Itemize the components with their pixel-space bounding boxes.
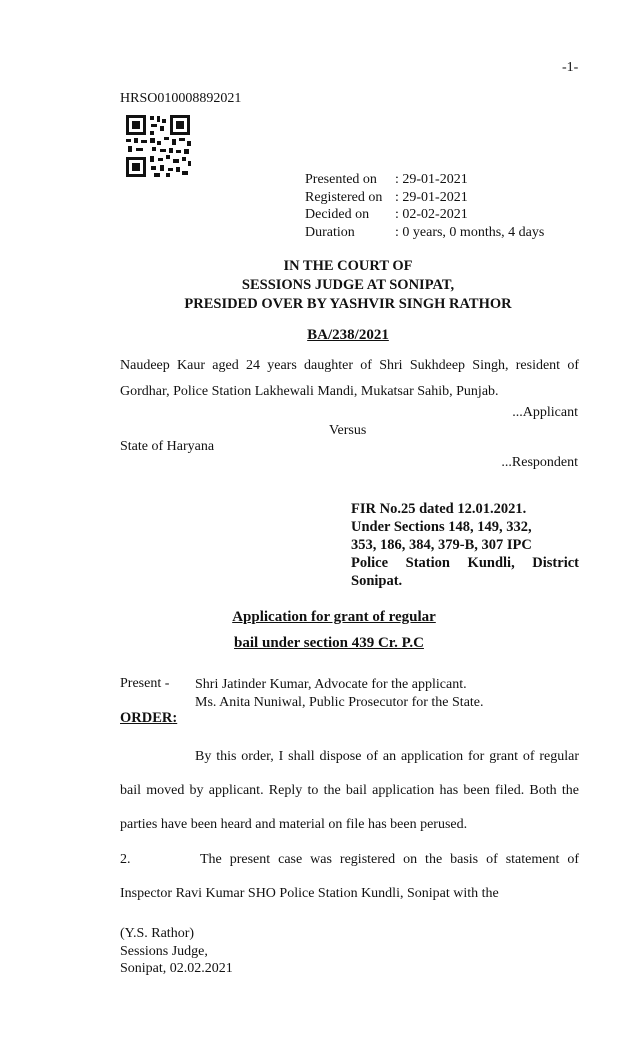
court-line: IN THE COURT OF — [283, 258, 413, 274]
case-dates-block — [305, 171, 544, 241]
fir-line: 353, 186, 384, 379-B, 307 IPC — [351, 537, 532, 553]
fir-line: Police Station Kundli, District — [351, 555, 579, 571]
date-value: : 29-01-2021 — [395, 189, 468, 205]
signature-line: Sessions Judge, — [120, 943, 208, 959]
qr-code — [124, 113, 194, 179]
present-line: Ms. Anita Nuniwal, Public Prosecutor for the State. — [195, 694, 484, 710]
applicant-description: Naudeep Kaur aged 24 years daughter of Shri Sukhdeep Singh, resident of Gordhar, Police Station Lakhewali Mandi, Mukatsar Sahib, Punjab. — [120, 358, 579, 399]
date-label: Presented on — [305, 172, 377, 187]
duration-row — [305, 224, 544, 242]
case-number: BA/238/2021 — [307, 327, 389, 343]
applicant-tag: ...Applicant — [512, 405, 578, 420]
order-heading-colon: : — [172, 710, 178, 726]
decided-on-row — [305, 206, 544, 224]
court-line: PRESIDED OVER BY YASHVIR SINGH RATHOR — [184, 296, 512, 312]
versus-label: Versus — [329, 423, 367, 438]
date-label: Duration — [305, 224, 355, 240]
order-paragraph-1 — [120, 740, 579, 842]
registered-on-row — [305, 189, 544, 207]
fir-line: Under Sections 148, 149, 332, — [351, 519, 532, 535]
present-line: Shri Jatinder Kumar, Advocate for the applicant. — [195, 677, 467, 692]
date-value: : 29-01-2021 — [395, 172, 468, 187]
order-heading — [120, 710, 177, 727]
court-line: SESSIONS JUDGE AT SONIPAT, — [241, 277, 455, 293]
presented-on-row — [305, 171, 544, 189]
respondent-tag: ...Respondent — [501, 455, 578, 470]
order-paragraph-2 — [120, 843, 579, 911]
case-code: HRSO010008892021 — [120, 91, 242, 106]
qr-code-graphic — [124, 113, 194, 179]
fir-line: FIR No.25 dated 12.01.2021. — [351, 501, 527, 517]
court-heading — [0, 257, 638, 314]
fir-line: Sonipat. — [351, 573, 403, 589]
order-heading-text: ORDER — [120, 710, 173, 726]
application-line: bail under section 439 Cr. P.C — [234, 635, 424, 651]
present-list — [195, 676, 484, 711]
date-label: Decided on — [305, 207, 370, 222]
date-value: : 0 years, 0 months, 4 days — [395, 224, 545, 240]
signature-line: Sonipat, 02.02.2021 — [120, 961, 233, 976]
application-title — [0, 604, 638, 656]
respondent-name: State of Haryana — [120, 439, 215, 454]
paragraph-text: By this order, I shall dispose of an application for grant of regular bail moved by applicant. Reply to the bail application has been filed. Both the parties have been heard and material on file has been perused. — [120, 749, 579, 832]
signature-line: (Y.S. Rathor) — [120, 926, 195, 941]
fir-details — [351, 500, 579, 590]
paragraph-number: 2. — [120, 852, 131, 867]
signature-block — [120, 925, 233, 978]
application-line: Application for grant of regular — [232, 609, 436, 625]
date-value: : 02-02-2021 — [395, 207, 468, 222]
paragraph-text: The present case was registered on the basis of statement of Inspector Ravi Kumar SHO Police Station Kundli, Sonipat with the — [120, 852, 579, 901]
date-label: Registered on — [305, 189, 383, 205]
page-number: -1- — [562, 60, 579, 75]
present-label: Present - — [120, 676, 170, 691]
